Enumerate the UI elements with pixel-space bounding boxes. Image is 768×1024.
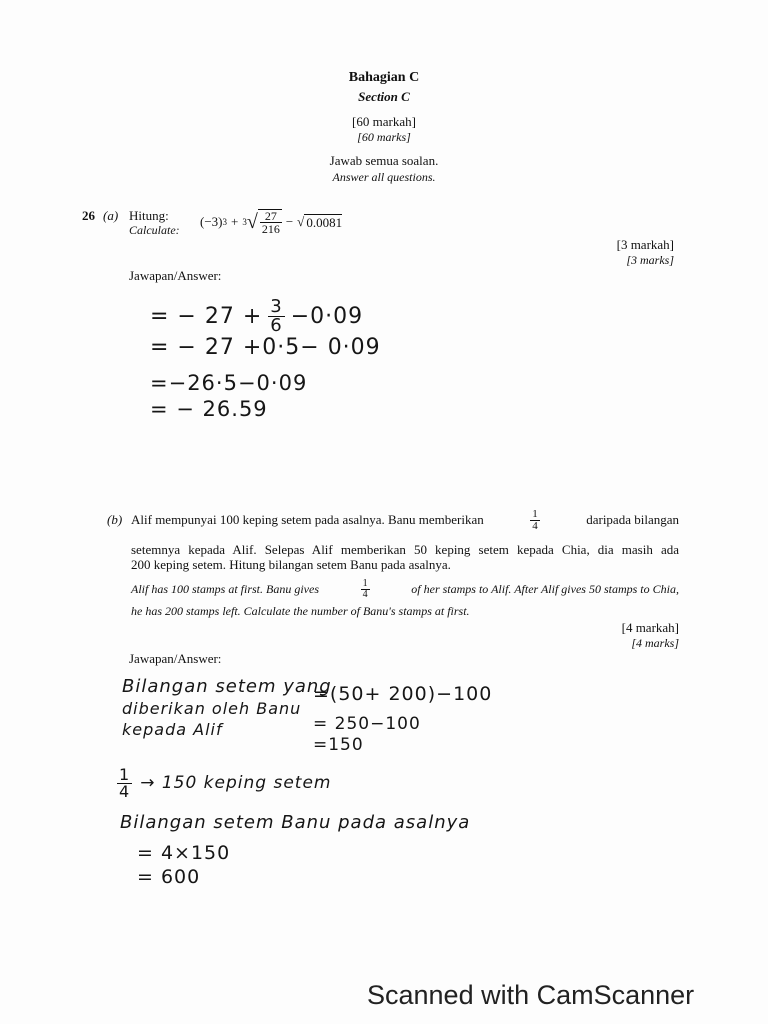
working-a-fraction xyxy=(268,295,284,336)
total-markah: [60 markah] xyxy=(352,114,416,129)
working-a-line1-end: −0·09 xyxy=(290,303,364,329)
hitung-label: Hitung: xyxy=(129,208,169,223)
q26b-fraction-num: 1 xyxy=(532,507,538,520)
q26b-en-line1-end: of her stamps to Alif. After Alif gives 50 stamps to Chia, xyxy=(411,581,679,596)
q26b-line1-start: Alif mempunyai 100 keping setem pada asalnya. Banu memberikan xyxy=(131,512,484,527)
working-b-left3: kepada Alif xyxy=(122,720,223,739)
root-fraction-den: 216 xyxy=(261,222,280,236)
working-a-line1-start: = − 27 + xyxy=(150,303,263,329)
expr-minus: − xyxy=(285,214,294,229)
root-fraction xyxy=(258,209,282,235)
q26b-en-line1-start: Alif has 100 stamps at first. Banu gives xyxy=(131,581,320,596)
working-b-right3: =150 xyxy=(313,735,364,755)
q26a-marks: [3 marks] xyxy=(626,253,674,267)
working-b-line6: = 4×150 xyxy=(137,842,231,864)
q26b-line3: 200 keping setem. Hitung bilangan setem Banu pada asalnya. xyxy=(131,557,451,572)
q26b-answer-label: Jawapan/Answer: xyxy=(129,651,222,666)
question-expression xyxy=(200,205,342,239)
q26b-en-line1 xyxy=(131,576,679,602)
scanner-watermark: Scanned with CamScanner xyxy=(367,980,695,1010)
question-number: 26 xyxy=(82,208,95,223)
q26a-answer-label: Jawapan/Answer: xyxy=(129,268,222,283)
instruction-my: Jawab semua soalan. xyxy=(329,153,439,168)
instruction-en: Answer all questions. xyxy=(332,170,436,184)
root-index: 3 xyxy=(242,217,247,227)
section-title-my: Bahagian C xyxy=(348,70,420,85)
working-b-fraction-den: 4 xyxy=(119,781,131,801)
q26b-en-fraction-num: 1 xyxy=(362,577,368,589)
working-b-line5: Bilangan setem Banu pada asalnya xyxy=(120,812,471,833)
working-b-arrow-text: → 150 keping setem xyxy=(140,773,332,793)
q26b-en-line2: he has 200 stamps left. Calculate the number of Banu's stamps at first. xyxy=(131,604,470,618)
working-a-line1 xyxy=(150,293,363,339)
working-b-fraction xyxy=(117,764,132,801)
working-b-left1: Bilangan setem yang xyxy=(122,676,332,697)
working-a-fraction-num: 3 xyxy=(270,295,283,317)
total-marks: [60 marks] xyxy=(357,130,411,144)
working-b-right2: = 250−100 xyxy=(313,714,421,734)
expr-base: (−3) xyxy=(200,214,223,229)
working-a-line3: =−26·5−0·09 xyxy=(150,371,308,395)
working-b-line7: = 600 xyxy=(137,866,201,888)
q26b-fraction xyxy=(530,509,540,532)
working-b-right1: =(50+ 200)−100 xyxy=(313,683,493,705)
sqrt-sign: √ xyxy=(297,214,305,229)
q26b-en-fraction-den: 4 xyxy=(362,588,368,600)
q26b-line2: setemnya kepada Alif. Selepas Alif memberikan 50 keping setem kepada Chia, dia masih ada xyxy=(131,542,679,557)
question-part-a: (a) xyxy=(103,208,119,223)
working-b-fraction-num: 1 xyxy=(119,764,131,784)
working-b-line4 xyxy=(117,762,331,804)
section-title-en: Section C xyxy=(358,89,410,104)
cube-root-sign: √ xyxy=(246,211,258,233)
q26b-markah: [4 markah] xyxy=(621,620,679,635)
q26a-markah: [3 markah] xyxy=(616,237,674,252)
sqrt-value: 0.0081 xyxy=(306,214,343,230)
q26b-en-fraction xyxy=(361,579,370,600)
working-a-line4: = − 26.59 xyxy=(150,397,268,421)
question-part-b: (b) xyxy=(107,512,123,527)
expr-plus: + xyxy=(231,214,239,229)
working-a-fraction-den: 6 xyxy=(270,314,283,336)
q26b-marks: [4 marks] xyxy=(631,636,679,650)
q26b-line1 xyxy=(131,505,679,535)
expr-exponent: 3 xyxy=(222,217,227,227)
root-fraction-num: 27 xyxy=(260,210,282,223)
working-a-line2: = − 27 +0·5− 0·09 xyxy=(150,335,381,360)
q26b-line1-end: daripada bilangan xyxy=(586,512,679,527)
q26b-fraction-den: 4 xyxy=(532,519,538,532)
calculate-label: Calculate: xyxy=(129,223,180,237)
working-b-left2: diberikan oleh Banu xyxy=(122,699,302,718)
